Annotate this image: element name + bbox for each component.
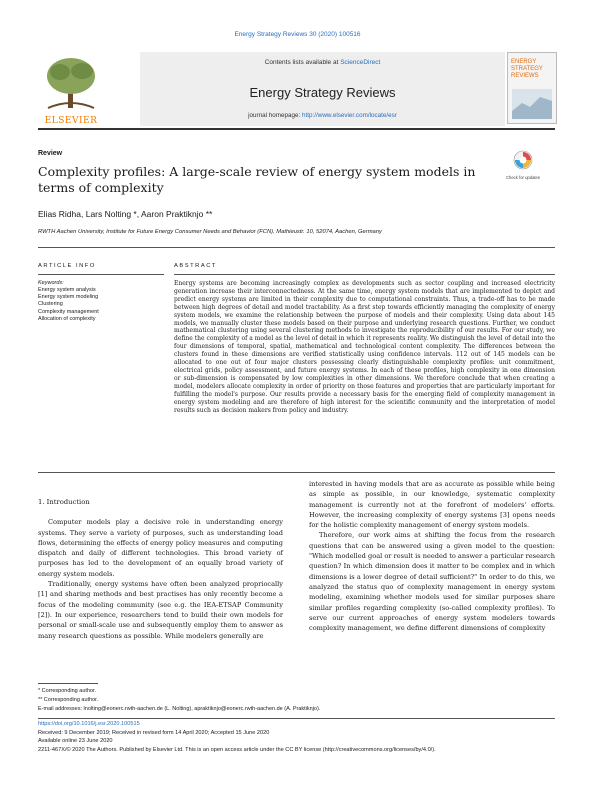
footnote-corresponding-2: ** Corresponding author.	[38, 696, 99, 703]
author-list[interactable]: Elias Ridha, Lars Nolting *, Aaron Praktiknjo **	[38, 209, 213, 219]
body-column-right	[309, 479, 555, 633]
license[interactable]: 2211-467X/© 2020 The Authors. Published by Elsevier Ltd. This is an open access article under the CC BY license (http://creativecommons.org/licenses/by/4.0/).	[38, 746, 436, 753]
journal-name: Energy Strategy Reviews	[249, 85, 396, 100]
body-paragraph: Traditionally, energy systems have often been analyzed propriocally [1] and sharing methods and best practises has only recently become a focus of the modeling community (see e.g. the IEA-ETSAP Community [2]). In our experience, researchers tend to build their own models for personal or small-scale use and subsequently employ them to answer as many research questions as possible. While modelers generally are	[38, 580, 283, 640]
cover-title: ENERGY STRATEGY REVIEWS	[511, 59, 543, 79]
section-heading: 1. Introduction	[38, 498, 90, 506]
header-band	[140, 52, 505, 126]
footnote-emails[interactable]: E-mail addresses: lnolting@eonerc.rwth-aachen.de (L. Nolting), apraktiknjo@eonerc.rwth-aachen.de (A. Praktiknjo).	[38, 705, 321, 712]
divider	[38, 472, 555, 473]
body-paragraph: Computer models play a decisive role in understanding energy systems. They serve a variety of purposes, such as understanding load flows, determining the effects of energy policy measures and computing dispatch and daily of different technologies. This broad variety of purposes has led to the development of an equally broad variety of energy system models.	[38, 518, 283, 578]
online-date: Available online 23 June 2020	[38, 738, 113, 744]
divider	[38, 274, 164, 275]
keyword: Clustering	[38, 301, 63, 308]
footnote-rule	[38, 683, 98, 684]
elsevier-wordmark: ELSEVIER	[44, 116, 98, 126]
cover-graphic	[512, 89, 552, 119]
keywords-list	[38, 287, 99, 323]
keywords-label: Keywords:	[38, 280, 64, 286]
article-title: Complexity profiles: A large-scale review of energy system models in terms of complexity	[38, 164, 476, 195]
crossmark-button[interactable]	[503, 150, 543, 188]
abstract-text: Energy systems are becoming increasingly complex as developments such as sector coupling and increased electricity generation increase their interconnectedness. At the same time, energy system models that are implemented to depict and predict energy systems are limited in their complexity due to computational constraints. Thus, a trade-off has to be made between high degrees of detail and model tractability. As a first step towards efficiently managing the complexity of energy system models, we examine the relationship between the purpose of models and their complexity. Using data about 145 models, we manually cluster these models based on their purpose and underlying research questions. Further, we conduct mathematical clustering using several clustering methods to investigate the reproducibility of our results. For our study, we define the complexity of a model as the level of detail in which it represents reality. We distinguish the level of detail into the four dimensions of temporal, spatial, mathematical and technological content complexity. The differences between the clusters found in these dimensions are verified statistically using confidence intervals. 112 out of 145 models can be allocated to one out of four major clusters possessing clearly distinguishable complexity profiles: unit commitment, electrical grids, policy assessment, and future energy systems. In each of these profiles, high complexity in one dimension or sub-dimension is compensated by low complexities in other dimensions. We therefore conclude that when creating a model, modelers allocate complexity in order of priority on those features and properties that are particularly important for fulfilling the model's purpose. Our results provide a necessary basis for the emerging field of complexity management in energy system modeling and are therefore of high interest for the scientific community and the interpretation of model results such as decision makers from policy and industry.	[174, 280, 555, 414]
doi-link[interactable]: https://doi.org/10.1016/j.esr.2020.100515	[38, 721, 140, 727]
contents-prefix: Contents lists available at	[264, 59, 341, 66]
keyword: Allocation of complexity	[38, 315, 96, 322]
crossmark-icon	[513, 150, 533, 172]
tree-icon	[38, 52, 104, 114]
header-rule	[38, 128, 555, 130]
elsevier-logo	[38, 52, 104, 126]
body-paragraph: interested in having models that are as accurate as possible while being as simple as possible, in our knowledge, systematic complexity management is currently not at the forefront of modelers' efforts. However, the increasing complexity of energy systems [3] opens needs for the holistic complexity management of energy system models.	[309, 480, 555, 530]
affiliation: RWTH Aachen University, Institute for Future Energy Consumer Needs and Behavior (FCN), Mathieustr. 10, 52074, Aachen, Germany	[38, 229, 382, 235]
article-info-heading: ARTICLE INFO	[38, 263, 96, 269]
body-column-left	[38, 497, 283, 641]
homepage-link[interactable]: http://www.elsevier.com/locate/esr	[302, 112, 397, 119]
homepage-prefix: journal homepage:	[248, 112, 303, 119]
journal-homepage-line	[140, 112, 505, 119]
history: Received: 9 December 2019; Received in revised form 14 April 2020; Accepted 15 June 2020	[38, 729, 270, 736]
keyword: Complexity management	[38, 308, 99, 315]
keyword: Energy system analysis	[38, 287, 96, 293]
footnotes	[38, 687, 558, 713]
journal-citation-top[interactable]: Energy Strategy Reviews 30 (2020) 100516	[234, 31, 361, 38]
keyword: Energy system modeling	[38, 294, 99, 301]
body-paragraph: Therefore, our work aims at shifting the focus from the research questions that can be answered using a given model to the question: "Which modelled goal or result is needed to answer a particular research question? In which dimension does it matter to be complex and in which dimensions is a lower degree of detail sufficient?" In order to do this, we analyzed the status quo of complexity management in energy system modeling, examining whether models used for similar purposes share similar profiles regarding complexity (so-called complexity profiles). To serve our current approaches of energy system modelers towards complexity management, we define different dimensions of complexity	[309, 531, 555, 633]
publication-info	[38, 720, 555, 754]
abstract-heading: ABSTRACT	[174, 263, 217, 269]
divider	[38, 247, 555, 248]
footnote-corresponding-1: * Corresponding author.	[38, 688, 97, 694]
divider	[174, 274, 555, 275]
journal-header	[38, 52, 555, 126]
contents-available-line	[140, 59, 505, 66]
bottom-rule	[38, 718, 555, 719]
crossmark-label: Check for updates	[506, 175, 540, 180]
sciencedirect-link[interactable]: ScienceDirect	[340, 59, 381, 66]
journal-cover-thumbnail	[507, 52, 557, 124]
article-type: Review	[38, 150, 63, 157]
